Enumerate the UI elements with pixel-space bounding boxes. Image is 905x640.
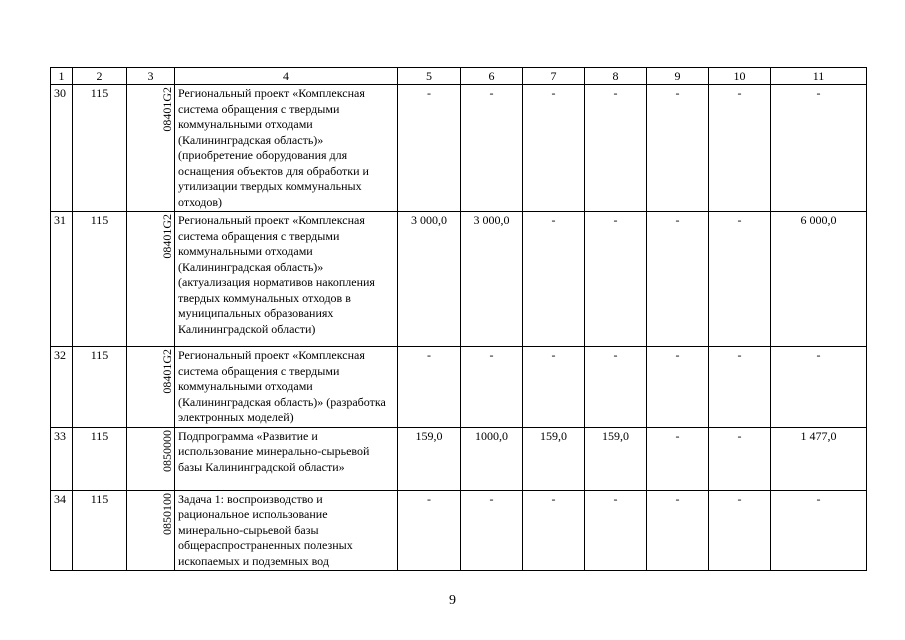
row-value-8: - (585, 85, 647, 212)
row-group-code: 115 (73, 427, 127, 490)
row-value-7: - (523, 490, 585, 571)
row-value-8: 159,0 (585, 427, 647, 490)
row-number: 34 (51, 490, 73, 571)
row-value-6: 1000,0 (461, 427, 523, 490)
row-value-7: - (523, 85, 585, 212)
page-number: 9 (449, 593, 456, 608)
row-value-6: - (461, 85, 523, 212)
row-description: Региональный проект «Комплексная система обращения с твердыми коммунальными отходами (Калининградская область)» (актуализация нормативов накопления твердых коммунальных отходов в муниципальных образованиях Калининградской области) (175, 212, 398, 347)
row-value-10: - (709, 427, 771, 490)
row-value-9: - (647, 212, 709, 347)
row-target-code-cell (127, 85, 175, 212)
row-value-5: - (398, 85, 461, 212)
row-description: Региональный проект «Комплексная система обращения с твердыми коммунальными отходами (Калининградская область)» (разработка электронных моделей) (175, 347, 398, 428)
row-description: Задача 1: воспроизводство и рациональное использование минерально-сырьевой базы общераспространенных полезных ископаемых и подземных вод (175, 490, 398, 571)
row-target-code-cell (127, 427, 175, 490)
col-header-8: 8 (585, 68, 647, 85)
col-header-6: 6 (461, 68, 523, 85)
table-row (51, 347, 867, 428)
row-value-7: - (523, 347, 585, 428)
row-target-code: 08401G2 (160, 214, 174, 259)
row-number: 33 (51, 427, 73, 490)
row-value-8: - (585, 347, 647, 428)
row-value-11: 6 000,0 (771, 212, 867, 347)
row-value-7: 159,0 (523, 427, 585, 490)
budget-table (50, 67, 867, 571)
row-value-5: - (398, 347, 461, 428)
col-header-11: 11 (771, 68, 867, 85)
row-value-9: - (647, 490, 709, 571)
row-value-10: - (709, 347, 771, 428)
row-value-5: - (398, 490, 461, 571)
row-value-11: - (771, 347, 867, 428)
row-group-code: 115 (73, 85, 127, 212)
row-number: 32 (51, 347, 73, 428)
row-target-code: 0850100 (160, 492, 174, 535)
row-value-10: - (709, 85, 771, 212)
row-target-code-cell (127, 347, 175, 428)
row-value-11: 1 477,0 (771, 427, 867, 490)
row-value-9: - (647, 85, 709, 212)
row-value-8: - (585, 490, 647, 571)
row-value-9: - (647, 347, 709, 428)
col-header-3: 3 (127, 68, 175, 85)
row-target-code-cell (127, 490, 175, 571)
row-target-code-cell (127, 212, 175, 347)
row-value-7: - (523, 212, 585, 347)
row-value-5: 3 000,0 (398, 212, 461, 347)
row-value-9: - (647, 427, 709, 490)
header-row (51, 68, 867, 85)
row-value-6: - (461, 490, 523, 571)
col-header-1: 1 (51, 68, 73, 85)
row-value-5: 159,0 (398, 427, 461, 490)
row-value-6: - (461, 347, 523, 428)
row-number: 30 (51, 85, 73, 212)
row-value-11: - (771, 490, 867, 571)
col-header-9: 9 (647, 68, 709, 85)
table-row (51, 427, 867, 490)
row-target-code: 0850000 (160, 429, 174, 472)
row-number: 31 (51, 212, 73, 347)
col-header-5: 5 (398, 68, 461, 85)
row-value-6: 3 000,0 (461, 212, 523, 347)
row-value-10: - (709, 490, 771, 571)
col-header-10: 10 (709, 68, 771, 85)
col-header-2: 2 (73, 68, 127, 85)
table-row (51, 85, 867, 212)
row-group-code: 115 (73, 490, 127, 571)
row-description: Подпрограмма «Развитие и использование минерально-сырьевой базы Калининградской области» (175, 427, 398, 490)
table-row (51, 490, 867, 571)
row-description: Региональный проект «Комплексная система обращения с твердыми коммунальными отходами (Калининградская область)» (приобретение оборудования для оснащения объектов для обработки и утилизации твердых коммунальных отходов) (175, 85, 398, 212)
row-group-code: 115 (73, 212, 127, 347)
row-target-code: 08401G2 (160, 87, 174, 132)
row-group-code: 115 (73, 347, 127, 428)
col-header-4: 4 (175, 68, 398, 85)
row-value-11: - (771, 85, 867, 212)
row-target-code: 08401G2 (160, 349, 174, 394)
col-header-7: 7 (523, 68, 585, 85)
table-row (51, 212, 867, 347)
row-value-8: - (585, 212, 647, 347)
row-value-10: - (709, 212, 771, 347)
